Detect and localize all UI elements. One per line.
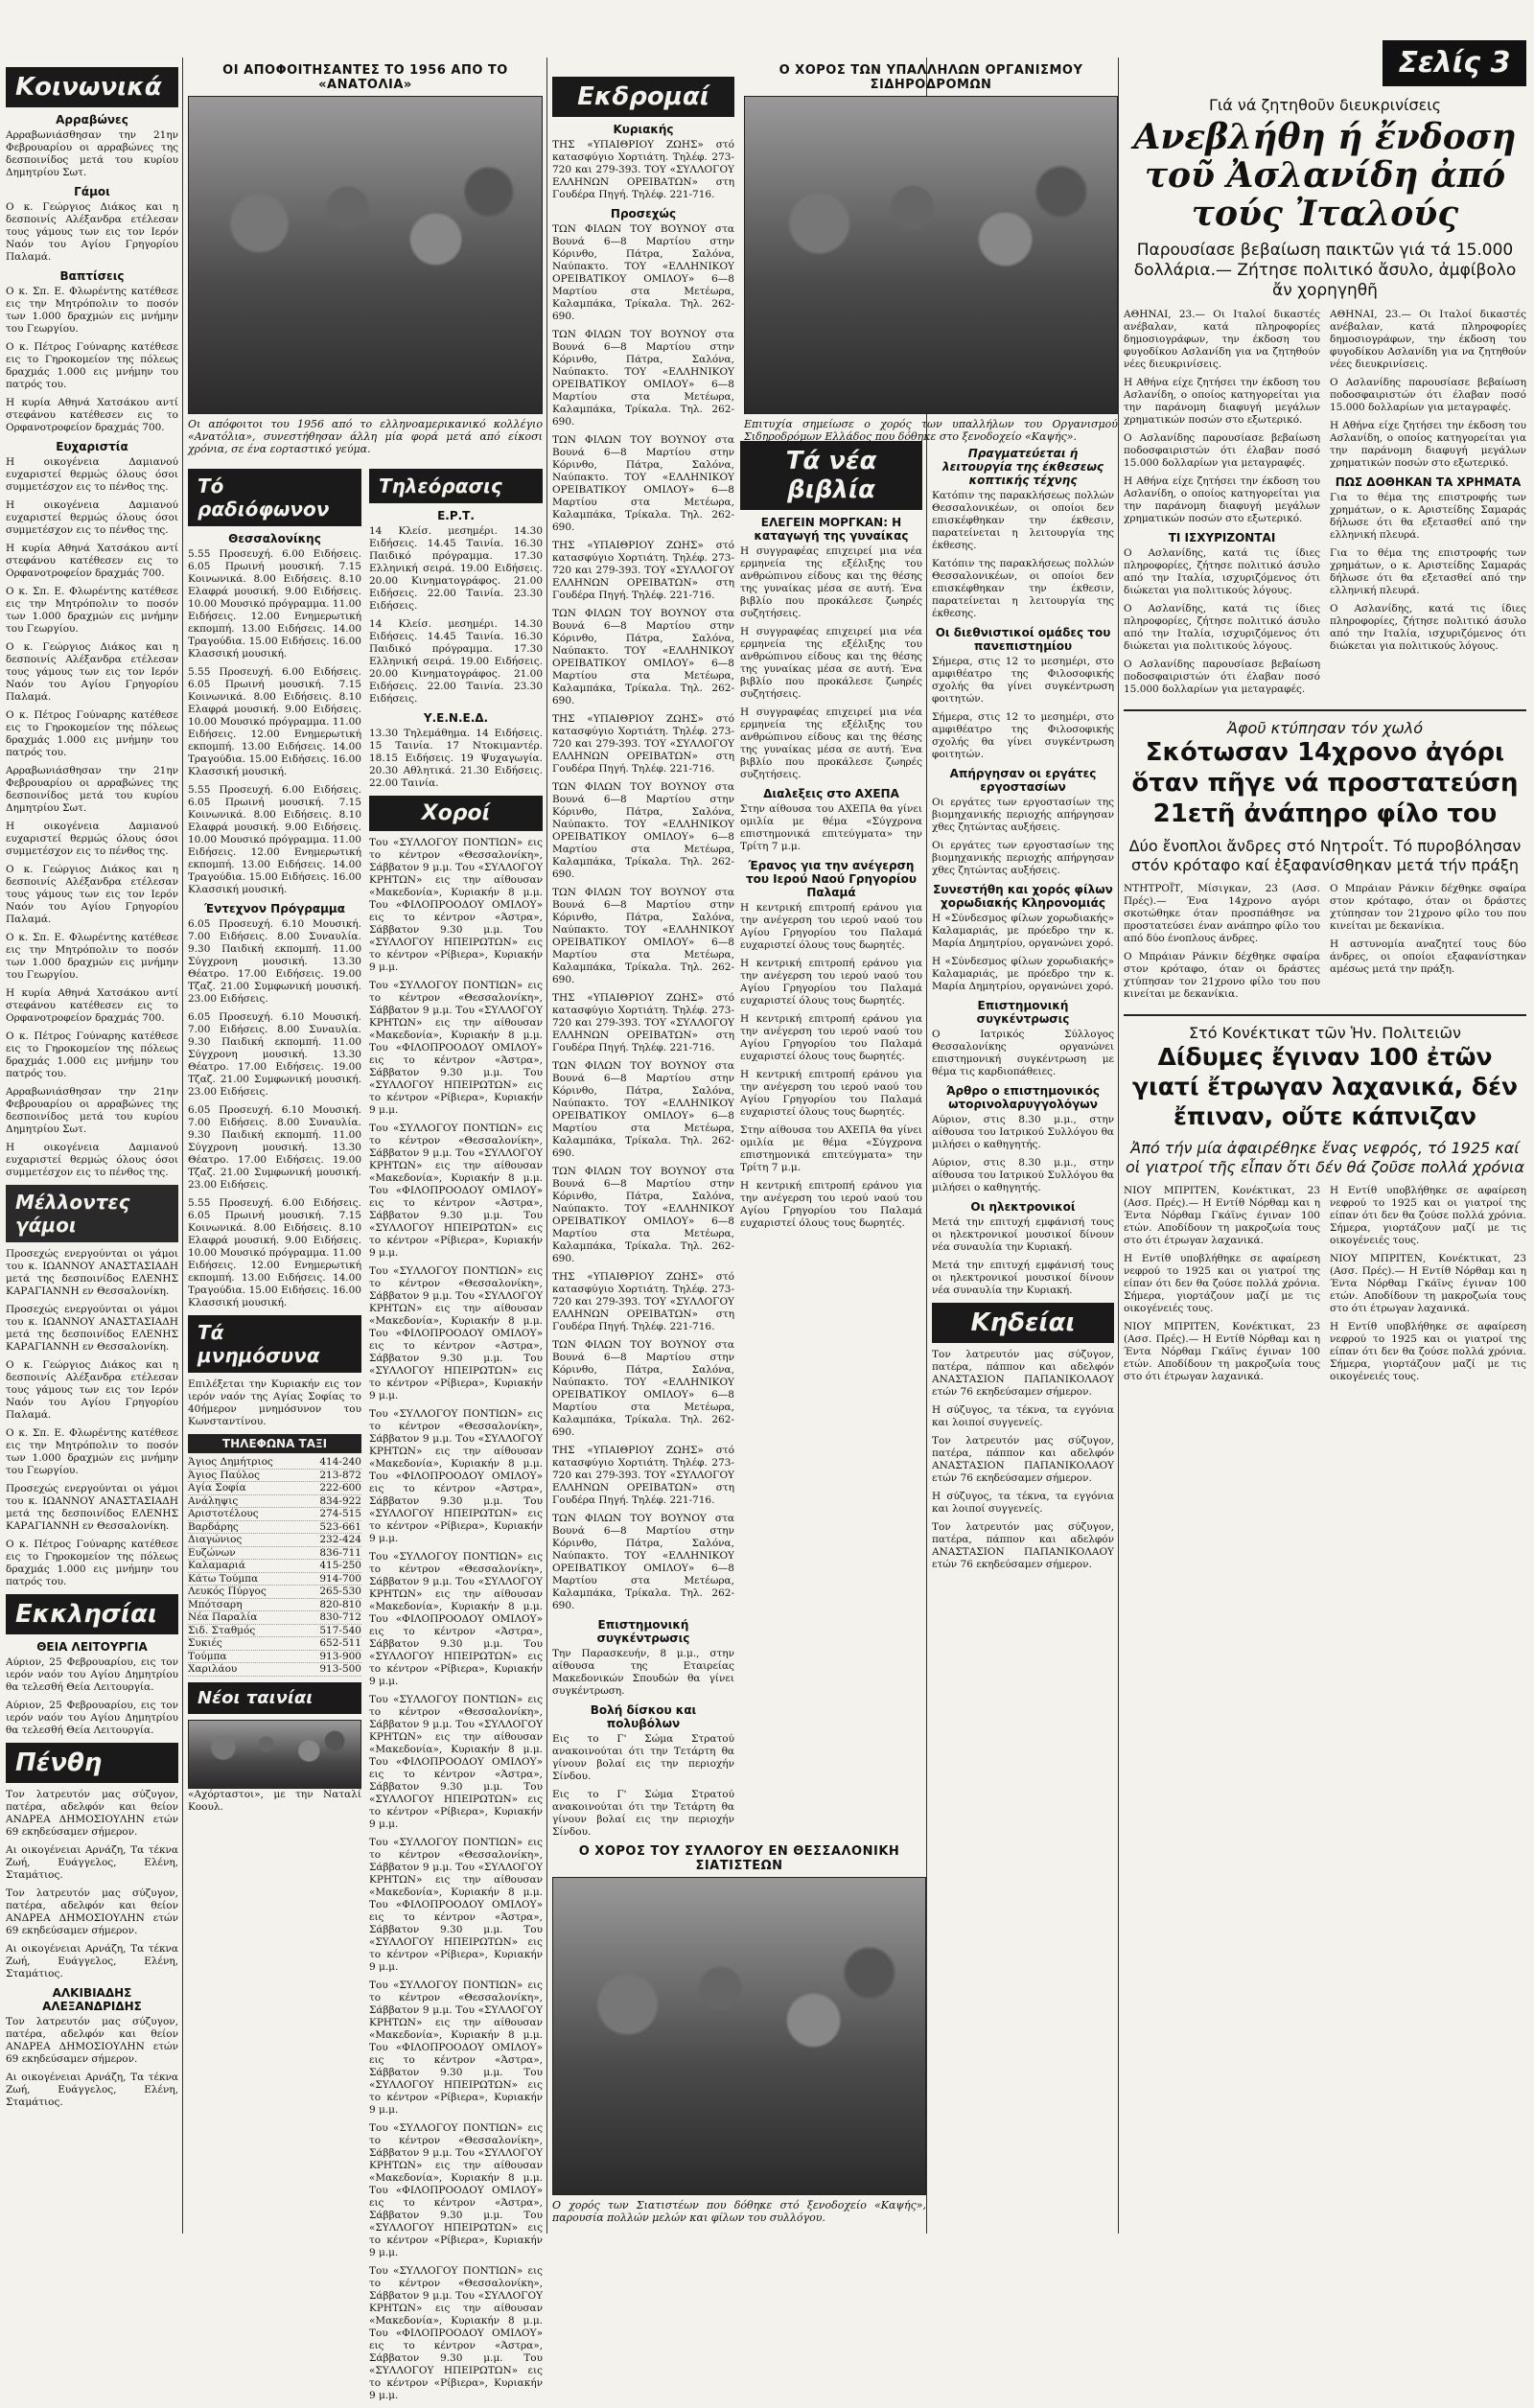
paragraph: Ο κ. Σπ. Ε. Φλωρέντης κατέθεσε εις την Μητρόπολιν το ποσόν των 1.000 δραχμών εις μνήμην του Γεωργίου.	[6, 932, 178, 981]
paragraph: Η Αθήνα είχε ζητήσει την έκδοση του Ασλανίδη, ο οποίος κατηγορείται για την παράνομη διαφυγή μεγάλων χρηματικών ποσών στο εξωτερικό.	[1124, 475, 1320, 524]
paragraph: Αύριον, στις 8.30 μ.μ., στην αίθουσα του Ιατρικού Συλλόγου θα μιλήσει ο καθηγητής.	[932, 1157, 1114, 1193]
paragraph: Σήμερα, στις 12 το μεσημέρι, στο αμφιθέατρο της Φιλοσοφικής σχολής θα γίνει συγκέντρωση φοιτητών.	[932, 711, 1114, 760]
taxi-row	[188, 1586, 361, 1599]
paragraph: ΤΩΝ ΦΙΛΩΝ ΤΟΥ ΒΟΥΝΟΥ στα Βουνά 6—8 Μαρτίου στην Κόρινθο, Πάτρα, Σαλόνα, Ναύπακτο. ΤΟΥ «ΕΛΛΗΝΙΚΟΥ ΟΡΕΙΒΑΤΙΚΟΥ ΟΜΙΛΟΥ» 6—8 Μαρτίου στα Μετέωρα, Καλαμπάκα, Τρίκαλα. Τηλ. 262-690.	[552, 1513, 734, 1611]
paragraph: Η κυρία Αθηνά Χατσάκου αντί στεφάνου κατέθεσεν εις το Ορφανοτροφείον δραχμάς 700.	[6, 987, 178, 1024]
taxi-stand-name: Άγιος Δημήτριος	[188, 1456, 273, 1468]
taxi-row	[188, 1560, 361, 1573]
section-churches-title: Εκκλησίαι	[6, 1594, 178, 1634]
taxi-phone: 913-900	[319, 1650, 361, 1662]
article-col-b	[1330, 309, 1526, 702]
column-rule	[182, 58, 183, 2234]
subheadline: Παρουσίασε βεβαίωση παικτῶν γιά τά 15.000 δολλάρια.— Ζήτησε πολιτικό ἄσυλο, ἀμφίβολο ἄν χορηγηθῆ	[1133, 241, 1517, 300]
paragraph: Η σύζυγος, τα τέκνα, τα εγγόνια και λοιποί συγγενείς.	[932, 1404, 1114, 1428]
paragraph: Προσεχώς ενεργούνται οι γάμοι του κ. ΙΩΑΝΝΟΥ ΑΝΑΣΤΑΣΙΑΔΗ μετά της δεσποινίδος ΕΛΕΝΗΣ ΚΑΡΑΓΙΑΝΝΗ εν Θεσσαλονίκη.	[6, 1483, 178, 1532]
subheading: Θεσσαλονίκης	[228, 532, 321, 545]
paragraph: Η Αθήνα είχε ζητήσει την έκδοση του Ασλανίδη, ο οποίος κατηγορείται για την παράνομη διαφυγή μεγάλων χρηματικών ποσών στο εξωτερικό.	[1330, 420, 1526, 469]
paragraph: ΝΙΟΥ ΜΠΡΙΤΕΝ, Κονέκτικατ, 23 (Ασσ. Πρές).— Η Εντίθ Νόρθαμ και η Έντα Νόρθαμ Γκάϊνς έγιναν 100 ετών. Αποδίδουν τη μακροζωία τους στο ότι έτρωγαν λαχανικά.	[1124, 1185, 1320, 1246]
paragraph: Ο κ. Πέτρος Γούναρης κατέθεσε εις το Γηροκομείον της πόλεως δραχμάς 1.000 εις μνήμην του πατρός του.	[6, 341, 178, 390]
subheading: Έρανος για την ανέγερση του Ιερού Ναού Γρηγορίου Παλαμά	[745, 859, 918, 899]
article-columns	[1124, 309, 1526, 702]
taxi-phone: 274-515	[319, 1508, 361, 1519]
paragraph: Η αστυνομία αναζητεί τους δύο άνδρες, οι οποίοι εξαφανίστηκαν αμέσως μετά την πράξη.	[1330, 938, 1526, 975]
taxi-stand-name: Διαγώνιος	[188, 1534, 243, 1545]
subheading: Επιστημονική συγκέντρωσις	[976, 999, 1070, 1026]
paragraph: Ο κ. Σπ. Ε. Φλωρέντης κατέθεσε εις την Μητρόπολιν το ποσόν των 1.000 δραχμών εις μνήμην του Γεωργίου.	[6, 1427, 178, 1476]
page-number-label: Σελίς 3	[1383, 40, 1526, 86]
paragraph: 6.05 Προσευχή. 6.10 Μουσική. 7.00 Ειδήσεις. 8.00 Συναυλία. 9.30 Παιδική εκπομπή. 11.00 Σύγχρονη μουσική. 13.30 Θέατρο. 17.00 Ειδήσεις. 19.00 Τζαζ. 21.00 Συμφωνική μουσική. 23.00 Ειδήσεις.	[188, 918, 361, 1005]
subheading: Οι ηλεκτρονικοί	[970, 1200, 1076, 1214]
article-columns	[1124, 883, 1526, 1007]
paragraph: Η σύζυγος, τα τέκνα, τα εγγόνια και λοιποί συγγενείς.	[932, 1491, 1114, 1515]
subheading: Κυριακής	[613, 123, 674, 136]
paragraph: Ο κ. Γεώργιος Διάκος και η δεσποινίς Αλέξανδρα ετέλεσαν τους γάμους των εις τον Ιερόν Ναόν του Αγίου Γρηγορίου Παλαμά.	[6, 1359, 178, 1421]
paragraph: Ο Ασλανίδης παρουσίασε βεβαίωση ποδοσφαιριστών ότι έλαβαν ποσό 15.000 δολλαρίων για μεταγραφές.	[1124, 432, 1320, 469]
section-books-title: Τά νέα βιβλία	[740, 441, 922, 510]
column-4b	[932, 441, 1114, 2243]
taxi-stand-name: Καλαμαριά	[188, 1560, 245, 1571]
paragraph: Σήμερα, στις 12 το μεσημέρι, στο αμφιθέατρο της Φιλοσοφικής σχολής θα γίνει συγκέντρωση φοιτητών.	[932, 656, 1114, 705]
paragraph: Ο κ. Πέτρος Γούναρης κατέθεσε εις το Γηροκομείον της πόλεως δραχμάς 1.000 εις μνήμην του πατρός του.	[6, 1030, 178, 1079]
article-col-b	[1330, 883, 1526, 1007]
section-social-title: Κοινωνικά	[6, 67, 178, 107]
taxi-phone: 265-530	[319, 1586, 361, 1597]
paragraph: Η Εντίθ υποβλήθηκε σε αφαίρεση νεφρού το 1925 και οι γιατροί της είπαν ότι δεν θα ζούσε πολλά χρόνια. Σήμερα, γιορτάζουν μαζί με τις οικογένειές τους.	[1124, 1253, 1320, 1314]
paragraph: Ο Ασλανίδης παρουσίασε βεβαίωση ποδοσφαιριστών ότι έλαβαν ποσό 15.000 δολλαρίων για μεταγραφές.	[1330, 377, 1526, 413]
photo-headline: ΟΙ ΑΠΟΦΟΙΤΗΣΑΝΤΕΣ ΤΟ 1956 ΑΠΟ ΤΟ «ΑΝΑΤΟΛΙΑ»	[222, 63, 508, 92]
subheading: ΠΩΣ ΔΟΘΗΚΑΝ ΤΑ ΧΡΗΜΑΤΑ	[1335, 475, 1522, 489]
paragraph: Για το θέμα της επιστροφής των χρημάτων, ο κ. Αριστείδης Σαμαράς δήλωσε ότι θα εξετασθεί από την ελληνική πλευρά.	[1330, 492, 1526, 541]
film-photo	[188, 1720, 361, 1789]
paragraph: Οι εργάτες των εργοστασίων της βιομηχανικής περιοχής απήργησαν χθες ζητώντας αυξήσεις.	[932, 840, 1114, 876]
taxi-stand-name: Ανάληψις	[188, 1494, 239, 1507]
paragraph: Η κεντρική επιτροπή εράνου για την ανέγερση του ιερού ναού του Αγίου Γρηγορίου του Παλαμά ευχαριστεί όλους τους δωρητές.	[740, 902, 922, 951]
column-rule	[546, 58, 547, 2234]
taxi-phone: 415-250	[319, 1560, 361, 1571]
paragraph: Αρραβωνιάσθησαν την 21ην Φεβρουαρίου οι αρραβώνες της δεσποινίδος μετά του κυρίου Δημητρίου Σωτ.	[6, 765, 178, 814]
paragraph: Η «Σύνδεσμος φίλων χορωδιακής» Καλαμαριάς, με πρόεδρο την κ. Μαρία Δημητρίου, οργανώνει χορό.	[932, 956, 1114, 992]
paragraph: Η Εντίθ υποβλήθηκε σε αφαίρεση νεφρού το 1925 και οι γιατροί της είπαν ότι δεν θα ζούσε πολλά χρόνια. Σήμερα, γιορτάζουν μαζί με τις οικογένειές τους.	[1330, 1321, 1526, 1382]
paragraph: Η κεντρική επιτροπή εράνου για την ανέγερση του ιερού ναού του Αγίου Γρηγορίου του Παλαμά ευχαριστεί όλους τους δωρητές.	[740, 1013, 922, 1062]
taxi-stand-name: Βαρδάρης	[188, 1520, 239, 1533]
paragraph: Κατόπιν της παρακλήσεως πολλών Θεσσαλονικέων, οι οποίοι δεν επισκέφθηκαν την έκθεσιν, παρατείνεται η λειτουργία της έκθεσης.	[932, 490, 1114, 551]
paragraph: Ο Ασλανίδης παρουσίασε βεβαίωση ποδοσφαιριστών ότι έλαβαν ποσό 15.000 δολλαρίων για μεταγραφές.	[1124, 659, 1320, 695]
paragraph: Αρραβωνιάσθησαν την 21ην Φεβρουαρίου οι αρραβώνες της δεσποινίδος μετά του κυρίου Δημητρίου Σωτ.	[6, 129, 178, 178]
subheading: Συνεστήθη και χορός φίλων χορωδιακής Κληρονομιάς	[933, 883, 1113, 910]
paragraph: Η συγγραφέας επιχειρεί μια νέα ερμηνεία της εξέλιξης του ανθρώπινου είδους και της θέσης της γυναίκας μέσα σε αυτή. Ένα βιβλίο που προκάλεσε ζωηρές συζητήσεις.	[740, 626, 922, 700]
paragraph: Η οικογένεια Δαμιανού ευχαριστεί θερμώς όλους όσοι συμμετέσχον εις το πένθος της.	[6, 456, 178, 493]
section-dances-title: Χοροί	[369, 796, 543, 831]
paragraph: Αι οικογένειαι Αρνάζη, Τα τέκνα Ζωή, Ευάγγελος, Ελένη, Σταμάτιος.	[6, 2072, 178, 2108]
photo-caption: Επιτυχία σημείωσε ο χορός των υπαλλήλων του Οργανισμού Σιδηροδρόμων Ελλάδος που δόθηκε στο ξενοδοχείο «Καψής».	[744, 418, 1118, 443]
paragraph: Η συγγραφέας επιχειρεί μια νέα ερμηνεία της εξέλιξης του ανθρώπινου είδους και της θέσης της γυναίκας μέσα σε αυτή. Ένα βιβλίο που προκάλεσε ζωηρές συζητήσεις.	[740, 706, 922, 780]
subheading: Απήργησαν οι εργάτες εργοστασίων	[949, 767, 1097, 794]
subheading: Υ.Ε.Ν.Ε.Δ.	[423, 711, 489, 725]
paragraph: Εις το Γ' Σώμα Στρατού ανακοινούται ότι την Τετάρτη θα γίνουν βολαί εις την περιοχήν Σίνδου.	[552, 1733, 734, 1782]
column-1	[6, 0, 178, 2243]
paragraph: Του «ΣΥΛΛΟΓΟΥ ΠΟΝΤΙΩΝ» εις το κέντρον «Θεσσαλονίκη», Σάββατον 9 μ.μ. Του «ΣΥΛΛΟΓΟΥ ΚΡΗΤΩΝ» εις την αίθουσαν «Μακεδονία», Κυριακήν 8 μ.μ. Του «ΦΙΛΟΠΡΟΟΔΟΥ ΟΜΙΛΟΥ» εις το κέντρον «Άστρα», Σάββατον 9.30 μ.μ. Του «ΣΥΛΛΟΓΟΥ ΗΠΕΙΡΩΤΩΝ» εις το κέντρον «Ρίβιερα», Κυριακήν 9 μ.μ.	[369, 1551, 543, 1687]
subheading: Έντεχνον Πρόγραμμα	[204, 902, 345, 915]
paragraph: Οι εργάτες των εργοστασίων της βιομηχανικής περιοχής απήργησαν χθες ζητώντας αυξήσεις.	[932, 797, 1114, 833]
paragraph: ΤΩΝ ΦΙΛΩΝ ΤΟΥ ΒΟΥΝΟΥ στα Βουνά 6—8 Μαρτίου στην Κόρινθο, Πάτρα, Σαλόνα, Ναύπακτο. ΤΟΥ «ΕΛΛΗΝΙΚΟΥ ΟΡΕΙΒΑΤΙΚΟΥ ΟΜΙΛΟΥ» 6—8 Μαρτίου στα Μετέωρα, Καλαμπάκα, Τρίκαλα. Τηλ. 262-690.	[552, 887, 734, 985]
paragraph: Του «ΣΥΛΛΟΓΟΥ ΠΟΝΤΙΩΝ» εις το κέντρον «Θεσσαλονίκη», Σάββατον 9 μ.μ. Του «ΣΥΛΛΟΓΟΥ ΚΡΗΤΩΝ» εις την αίθουσαν «Μακεδονία», Κυριακήν 8 μ.μ. Του «ΦΙΛΟΠΡΟΟΔΟΥ ΟΜΙΛΟΥ» εις το κέντρον «Άστρα», Σάββατον 9.30 μ.μ. Του «ΣΥΛΛΟΓΟΥ ΗΠΕΙΡΩΤΩΝ» εις το κέντρον «Ρίβιερα», Κυριακήν 9 μ.μ.	[369, 1837, 543, 1973]
paragraph: Επιλέξεται την Κυριακήν εις τον ιερόν ναόν της Αγίας Σοφίας το 40ήμερον μνημόσυνον του Κωνσταντίνου.	[188, 1378, 361, 1427]
taxi-row	[188, 1651, 361, 1664]
taxi-phone: 836-711	[319, 1546, 361, 1559]
headline: Σκότωσαν 14χρονο ἀγόρι ὅταν πῆγε νά προστατεύση 21ετῆ ἀνάπηρο φίλο του	[1131, 738, 1519, 828]
paragraph: Αι οικογένειαι Αρνάζη, Τα τέκνα Ζωή, Ευάγγελος, Ελένη, Σταμάτιος.	[6, 1844, 178, 1881]
taxi-phone: 213-872	[319, 1469, 361, 1481]
paragraph: ΤΩΝ ΦΙΛΩΝ ΤΟΥ ΒΟΥΝΟΥ στα Βουνά 6—8 Μαρτίου στην Κόρινθο, Πάτρα, Σαλόνα, Ναύπακτο. ΤΟΥ «ΕΛΛΗΝΙΚΟΥ ΟΡΕΙΒΑΤΙΚΟΥ ΟΜΙΛΟΥ» 6—8 Μαρτίου στα Μετέωρα, Καλαμπάκα, Τρίκαλα. Τηλ. 262-690.	[552, 329, 734, 428]
paragraph: Τον λατρευτόν μας σύζυγον, πατέρα, αδελφόν και θείον ΑΝΔΡΕΑ ΔΗΜΟΣΙΟΥΛΗΝ ετών 69 εκηδεύσαμεν σήμερον.	[6, 1789, 178, 1838]
photo-caption: Ο χορός των Σιατιστέων που δόθηκε στό ξενοδοχείο «Καψής», παρουσία πολλών μελών και φίλων του συλλόγου.	[552, 2199, 926, 2224]
taxi-row	[188, 1508, 361, 1521]
paragraph: Κατόπιν της παρακλήσεως πολλών Θεσσαλονικέων, οι οποίοι δεν επισκέφθηκαν την έκθεσιν, παρατείνεται η λειτουργία της έκθεσης.	[932, 558, 1114, 619]
section-weddings-title: Μέλλοντες γάμοι	[6, 1185, 178, 1242]
paragraph: Η Εντίθ υποβλήθηκε σε αφαίρεση νεφρού το 1925 και οι γιατροί της είπαν ότι δεν θα ζούσε πολλά χρόνια. Σήμερα, γιορτάζουν μαζί με τις οικογένειές τους.	[1330, 1185, 1526, 1246]
paragraph: ΤΩΝ ΦΙΛΩΝ ΤΟΥ ΒΟΥΝΟΥ στα Βουνά 6—8 Μαρτίου στην Κόρινθο, Πάτρα, Σαλόνα, Ναύπακτο. ΤΟΥ «ΕΛΛΗΝΙΚΟΥ ΟΡΕΙΒΑΤΙΚΟΥ ΟΜΙΛΟΥ» 6—8 Μαρτίου στα Μετέωρα, Καλαμπάκα, Τρίκαλα. Τηλ. 262-690.	[552, 1339, 734, 1438]
photo-caption: Οι απόφοιτοι του 1956 από το ελληνοαμερικανικό κολλέγιο «Ανατόλια», συνεστήθησαν άλλη μία φορά μετά από είκοσι χρόνια, σε ένα εορταστικό γεύμα.	[188, 418, 543, 455]
taxi-table-title: ΤΗΛΕΦΩΝΑ ΤΑΞΙ	[188, 1434, 361, 1453]
subheading: ΘΕΙΑ ΛΕΙΤΟΥΡΓΙΑ	[36, 1640, 148, 1654]
taxi-row	[188, 1482, 361, 1495]
taxi-row	[188, 1456, 361, 1470]
taxi-stand-name: Χαριλάου	[188, 1663, 238, 1675]
section-memorial-title: Τά μνημόσυνα	[188, 1315, 361, 1373]
taxi-phone: 820-810	[319, 1598, 361, 1610]
paragraph: «Αχόρταστοι», με την Ναταλί Κοουλ.	[188, 1788, 361, 1813]
paragraph: Τον λατρευτόν μας σύζυγον, πατέρα, πάππον και αδελφόν ΑΝΑΣΤΑΣΙΟΝ ΠΑΠΑΝΙΚΟΛΑΟΥ ετών 76 εκηδεύσαμεν σήμερον.	[932, 1349, 1114, 1398]
taxi-stand-name: Σιδ. Σταθμός	[188, 1624, 256, 1636]
paragraph: Προσεχώς ενεργούνται οι γάμοι του κ. ΙΩΑΝΝΟΥ ΑΝΑΣΤΑΣΙΑΔΗ μετά της δεσποινίδος ΕΛΕΝΗΣ ΚΑΡΑΓΙΑΝΝΗ εν Θεσσαλονίκη.	[6, 1304, 178, 1353]
subheading: ΑΛΚΙΒΙΑΔΗΣ ΑΛΕΞΑΝΔΡΙΔΗΣ	[42, 1986, 142, 2013]
subheading: Ευχαριστία	[56, 440, 128, 453]
paragraph: ΝΙΟΥ ΜΠΡΙΤΕΝ, Κονέκτικατ, 23 (Ασσ. Πρές).— Η Εντίθ Νόρθαμ και η Έντα Νόρθαμ Γκάϊνς έγιναν 100 ετών. Αποδίδουν τη μακροζωία τους στο ότι έτρωγαν λαχανικά.	[1124, 1321, 1320, 1382]
paragraph: Τον λατρευτόν μας σύζυγον, πατέρα, αδελφόν και θείον ΑΝΔΡΕΑ ΔΗΜΟΣΙΟΥΛΗΝ ετών 69 εκηδεύσαμεν σήμερον.	[6, 1887, 178, 1936]
taxi-stand-name: Αγία Σοφία	[188, 1482, 246, 1493]
paragraph: Ο κ. Σπ. Ε. Φλωρέντης κατέθεσε εις την Μητρόπολιν το ποσόν των 1.000 δραχμών εις μνήμην του Γεωργίου.	[6, 586, 178, 635]
paragraph: Η κεντρική επιτροπή εράνου για την ανέγερση του ιερού ναού του Αγίου Γρηγορίου του Παλαμά ευχαριστεί όλους τους δωρητές.	[740, 1069, 922, 1118]
taxi-phone: 652-511	[319, 1637, 361, 1649]
paragraph: ΤΩΝ ΦΙΛΩΝ ΤΟΥ ΒΟΥΝΟΥ στα Βουνά 6—8 Μαρτίου στην Κόρινθο, Πάτρα, Σαλόνα, Ναύπακτο. ΤΟΥ «ΕΛΛΗΝΙΚΟΥ ΟΡΕΙΒΑΤΙΚΟΥ ΟΜΙΛΟΥ» 6—8 Μαρτίου στα Μετέωρα, Καλαμπάκα, Τρίκαλα. Τηλ. 262-690.	[552, 781, 734, 880]
railway-dance-photo	[744, 96, 1118, 414]
paragraph: ΝΤΗΤΡΟΪΤ, Μίσιγκαν, 23 (Ασσ. Πρές).— Ένα 14χρονο αγόρι σκοτώθηκε όταν προσπάθησε να προστατεύσει έναν ανάπηρο φίλο του από δύο ένοπλους άνδρες.	[1124, 883, 1320, 944]
paragraph: Αι οικογένειαι Αρνάζη, Τα τέκνα Ζωή, Ευάγγελος, Ελένη, Σταμάτιος.	[6, 1943, 178, 1980]
divider	[1124, 709, 1526, 711]
paragraph: Η Αθήνα είχε ζητήσει την έκδοση του Ασλανίδη, ο οποίος κατηγορείται για την παράνομη διαφυγή μεγάλων χρηματικών ποσών στο εξωτερικό.	[1124, 377, 1320, 426]
taxi-stand-name: Άγιος Παύλος	[188, 1469, 261, 1481]
paragraph: Του «ΣΥΛΛΟΓΟΥ ΠΟΝΤΙΩΝ» εις το κέντρον «Θεσσαλονίκη», Σάββατον 9 μ.μ. Του «ΣΥΛΛΟΓΟΥ ΚΡΗΤΩΝ» εις την αίθουσαν «Μακεδονία», Κυριακήν 8 μ.μ. Του «ΦΙΛΟΠΡΟΟΔΟΥ ΟΜΙΛΟΥ» εις το κέντρον «Άστρα», Σάββατον 9.30 μ.μ. Του «ΣΥΛΛΟΓΟΥ ΗΠΕΙΡΩΤΩΝ» εις το κέντρον «Ρίβιερα», Κυριακήν 9 μ.μ.	[369, 837, 543, 973]
paragraph: Του «ΣΥΛΛΟΓΟΥ ΠΟΝΤΙΩΝ» εις το κέντρον «Θεσσαλονίκη», Σάββατον 9 μ.μ. Του «ΣΥΛΛΟΓΟΥ ΚΡΗΤΩΝ» εις την αίθουσαν «Μακεδονία», Κυριακήν 8 μ.μ. Του «ΦΙΛΟΠΡΟΟΔΟΥ ΟΜΙΛΟΥ» εις το κέντρον «Άστρα», Σάββατον 9.30 μ.μ. Του «ΣΥΛΛΟΓΟΥ ΗΠΕΙΡΩΤΩΝ» εις το κέντρον «Ρίβιερα», Κυριακήν 9 μ.μ.	[369, 1694, 543, 1830]
paragraph: ΤΩΝ ΦΙΛΩΝ ΤΟΥ ΒΟΥΝΟΥ στα Βουνά 6—8 Μαρτίου στην Κόρινθο, Πάτρα, Σαλόνα, Ναύπακτο. ΤΟΥ «ΕΛΛΗΝΙΚΟΥ ΟΡΕΙΒΑΤΙΚΟΥ ΟΜΙΛΟΥ» 6—8 Μαρτίου στα Μετέωρα, Καλαμπάκα, Τρίκαλα. Τηλ. 262-690.	[552, 1166, 734, 1264]
column-rule	[1118, 58, 1119, 2234]
paragraph: Την Παρασκευήν, 8 μ.μ., στην αίθουσα της Εταιρείας Μακεδονικών Σπουδών θα γίνει συγκέντρωση.	[552, 1648, 734, 1697]
paragraph: Ο κ. Γεώργιος Διάκος και η δεσποινίς Αλέξανδρα ετέλεσαν τους γάμους των εις τον Ιερόν Ναόν του Αγίου Γρηγορίου Παλαμά.	[6, 641, 178, 703]
subheading: Επιστημονική συγκέντρωσις	[596, 1618, 690, 1645]
radio-tv-row	[188, 463, 543, 2408]
divider	[1124, 1014, 1526, 1016]
subheading: Διαλεξεις στο ΑΧΕΠΑ	[763, 787, 899, 800]
column-5	[1124, 96, 1526, 2243]
photo-headline: Ο ΧΟΡΟΣ ΤΟΥ ΣΥΛΛΟΓΟΥ ΕΝ ΘΕΣΣΑΛΟΝΙΚΗ ΣΙΑΤΙΣΤΕΩΝ	[578, 1844, 900, 1873]
paragraph: Του «ΣΥΛΛΟΓΟΥ ΠΟΝΤΙΩΝ» εις το κέντρον «Θεσσαλονίκη», Σάββατον 9 μ.μ. Του «ΣΥΛΛΟΓΟΥ ΚΡΗΤΩΝ» εις την αίθουσαν «Μακεδονία», Κυριακήν 8 μ.μ. Του «ΦΙΛΟΠΡΟΟΔΟΥ ΟΜΙΛΟΥ» εις το κέντρον «Άστρα», Σάββατον 9.30 μ.μ. Του «ΣΥΛΛΟΓΟΥ ΗΠΕΙΡΩΤΩΝ» εις το κέντρον «Ρίβιερα», Κυριακήν 9 μ.μ.	[369, 2122, 543, 2258]
kicker: Στό Κονέκτικατ τῶν Ἡν. Πολιτειῶν	[1189, 1024, 1461, 1042]
subheading: ΤΙ ΙΣΧΥΡΙΖΟΝΤΑΙ	[1168, 531, 1276, 544]
graduates-photo	[188, 96, 543, 414]
paragraph: 5.55 Προσευχή. 6.00 Ειδήσεις. 6.05 Πρωινή μουσική. 7.15 Κοινωνικά. 8.00 Ειδήσεις. 8.10 Ελαφρά μουσική. 9.00 Ειδήσεις. 10.00 Μουσικό πρόγραμμα. 11.00 Ειδήσεις. 12.00 Ενημερωτική εκπομπή. 13.00 Ειδήσεις. 14.00 Τραγούδια. 15.00 Ειδήσεις. 16.00 Κλασσική μουσική.	[188, 784, 361, 895]
taxi-phone: 517-540	[319, 1624, 361, 1636]
taxi-stand-name: Λευκός Πύργος	[188, 1586, 267, 1597]
paragraph: Η «Σύνδεσμος φίλων χορωδιακής» Καλαμαριάς, με πρόεδρο την κ. Μαρία Δημητρίου, οργανώνει χορό.	[932, 913, 1114, 949]
taxi-row	[188, 1663, 361, 1677]
paragraph: Ο κ. Γεώργιος Διάκος και η δεσποινίς Αλέξανδρα ετέλεσαν τους γάμους των εις τον Ιερόν Ναόν του Αγίου Γρηγορίου Παλαμά.	[6, 201, 178, 263]
section-excursions-title: Εκδρομαί	[552, 77, 734, 117]
paragraph: Ο Ασλανίδης, κατά τις ίδιες πληροφορίες, ζήτησε πολιτικό άσυλο από την Ιταλία, ισχυριζόμενος ότι διώκεται για πολιτικούς λόγους.	[1124, 603, 1320, 652]
taxi-phone: 222-600	[319, 1482, 361, 1493]
paragraph: ΤΗΣ «ΥΠΑΙΘΡΙΟΥ ΖΩΗΣ» στό κατασφύγιο Χορτιάτη. Τηλέφ. 273-720 και 279-393. ΤΟΥ «ΣΥΛΛΟΓΟΥ ΕΛΛΗΝΩΝ ΟΡΕΙΒΑΤΩΝ» στη Γουδέρα Πηγή. Τηλέφ. 221-716.	[552, 1271, 734, 1332]
paragraph: 6.05 Προσευχή. 6.10 Μουσική. 7.00 Ειδήσεις. 8.00 Συναυλία. 9.30 Παιδική εκπομπή. 11.00 Σύγχρονη μουσική. 13.30 Θέατρο. 17.00 Ειδήσεις. 19.00 Τζαζ. 21.00 Συμφωνική μουσική. 23.00 Ειδήσεις.	[188, 1011, 361, 1098]
subheading: Προσεχώς	[610, 207, 677, 220]
kicker: Ἀφοῦ κτύπησαν τόν χωλό	[1226, 719, 1423, 737]
taxi-phone: 834-922	[319, 1494, 361, 1507]
paragraph: 14 Κλείσ. μεσημέρι. 14.30 Ειδήσεις. 14.45 Ταινία. 16.30 Παιδικό πρόγραμμα. 17.30 Ελληνική σειρά. 19.00 Ειδήσεις. 20.00 Κινηματογράφος. 21.00 Ειδήσεις. 22.00 Ταινία. 23.30 Ειδήσεις.	[369, 525, 543, 612]
paragraph: 5.55 Προσευχή. 6.00 Ειδήσεις. 6.05 Πρωινή μουσική. 7.15 Κοινωνικά. 8.00 Ειδήσεις. 8.10 Ελαφρά μουσική. 9.00 Ειδήσεις. 10.00 Μουσικό πρόγραμμα. 11.00 Ειδήσεις. 12.00 Ενημερωτική εκπομπή. 13.00 Ειδήσεις. 14.00 Τραγούδια. 15.00 Ειδήσεις. 16.00 Κλασσική μουσική.	[188, 1197, 361, 1308]
subheadline: Δύο ἔνοπλοι ἄνδρες στό Νητροΐτ. Τό πυροβόλησαν στόν κρόταφο καί ἐξαφανίσθηκαν μετά τήν πράξη	[1128, 837, 1522, 874]
article-col-a	[1124, 883, 1320, 1007]
paragraph: Του «ΣΥΛΛΟΓΟΥ ΠΟΝΤΙΩΝ» εις το κέντρον «Θεσσαλονίκη», Σάββατον 9 μ.μ. Του «ΣΥΛΛΟΓΟΥ ΚΡΗΤΩΝ» εις την αίθουσαν «Μακεδονία», Κυριακήν 8 μ.μ. Του «ΦΙΛΟΠΡΟΟΔΟΥ ΟΜΙΛΟΥ» εις το κέντρον «Άστρα», Σάββατον 9.30 μ.μ. Του «ΣΥΛΛΟΓΟΥ ΗΠΕΙΡΩΤΩΝ» εις το κέντρον «Ρίβιερα», Κυριακήν 9 μ.μ.	[369, 1980, 543, 2116]
taxi-phone: 830-712	[319, 1611, 361, 1623]
paragraph: ΤΗΣ «ΥΠΑΙΘΡΙΟΥ ΖΩΗΣ» στό κατασφύγιο Χορτιάτη. Τηλέφ. 273-720 και 279-393. ΤΟΥ «ΣΥΛΛΟΓΟΥ ΕΛΛΗΝΩΝ ΟΡΕΙΒΑΤΩΝ» στη Γουδέρα Πηγή. Τηλέφ. 221-716.	[552, 139, 734, 200]
subheading: Άρθρο ο επιστημονικός ωτορινολαρυγγολόγων	[945, 1084, 1101, 1111]
paragraph: Ο Ιατρικός Σύλλογος Θεσσαλονίκης οργανώνει επιστημονική συγκέντρωση με θέμα τις καρδιοπάθειες.	[932, 1029, 1114, 1077]
subheading: Γάμοι	[74, 185, 110, 198]
taxi-stand-name: Κάτω Τούμπα	[188, 1572, 259, 1585]
taxi-stand-name: Συκιές	[188, 1637, 222, 1649]
subheading: Οι διεθνιστικοί ομάδες του πανεπιστημίου	[935, 626, 1111, 653]
article-col-b	[1330, 1185, 1526, 1389]
column-2	[188, 0, 543, 2401]
paragraph: 14 Κλείσ. μεσημέρι. 14.30 Ειδήσεις. 14.45 Ταινία. 16.30 Παιδικό πρόγραμμα. 17.30 Ελληνική σειρά. 19.00 Ειδήσεις. 20.00 Κινηματογράφος. 21.00 Ειδήσεις. 22.00 Ταινία. 23.30 Ειδήσεις.	[369, 618, 543, 705]
paragraph: ΤΗΣ «ΥΠΑΙΘΡΙΟΥ ΖΩΗΣ» στό κατασφύγιο Χορτιάτη. Τηλέφ. 273-720 και 279-393. ΤΟΥ «ΣΥΛΛΟΓΟΥ ΕΛΛΗΝΩΝ ΟΡΕΙΒΑΤΩΝ» στη Γουδέρα Πηγή. Τηλέφ. 221-716.	[552, 540, 734, 601]
section-funerals-title: Κηδείαι	[932, 1303, 1114, 1343]
paragraph: Ο Ασλανίδης, κατά τις ίδιες πληροφορίες, ζήτησε πολιτικό άσυλο από την Ιταλία, ισχυριζόμενος ότι διώκεται για πολιτικούς λόγους.	[1124, 547, 1320, 596]
paragraph: Για το θέμα της επιστροφής των χρημάτων, ο κ. Αριστείδης Σαμαράς δήλωσε ότι θα εξετασθεί από την ελληνική πλευρά.	[1330, 547, 1526, 596]
section-new-films-title: Νέοι ταινίαι	[188, 1682, 361, 1714]
taxi-phone: 232-424	[319, 1534, 361, 1545]
headline: Ανεβλήθη ή ἔνδοση τοῦ Ἀσλανίδη ἀπό τούς Ἰταλούς	[1133, 117, 1517, 234]
paragraph: Στην αίθουσα του ΑΧΕΠΑ θα γίνει ομιλία με θέμα «Σύγχρονα επιστημονικά επιτεύγματα» την Τρίτη 7 μ.μ.	[740, 1124, 922, 1173]
paragraph: Προσεχώς ενεργούνται οι γάμοι του κ. ΙΩΑΝΝΟΥ ΑΝΑΣΤΑΣΙΑΔΗ μετά της δεσποινίδος ΕΛΕΝΗΣ ΚΑΡΑΓΙΑΝΝΗ εν Θεσσαλονίκη.	[6, 1248, 178, 1297]
taxi-row	[188, 1611, 361, 1625]
paragraph: ΤΩΝ ΦΙΛΩΝ ΤΟΥ ΒΟΥΝΟΥ στα Βουνά 6—8 Μαρτίου στην Κόρινθο, Πάτρα, Σαλόνα, Ναύπακτο. ΤΟΥ «ΕΛΛΗΝΙΚΟΥ ΟΡΕΙΒΑΤΙΚΟΥ ΟΜΙΛΟΥ» 6—8 Μαρτίου στα Μετέωρα, Καλαμπάκα, Τρίκαλα. Τηλ. 262-690.	[552, 608, 734, 706]
taxi-row	[188, 1470, 361, 1483]
paragraph: Τον λατρευτόν μας σύζυγον, πατέρα, πάππον και αδελφόν ΑΝΑΣΤΑΣΙΟΝ ΠΑΠΑΝΙΚΟΛΑΟΥ ετών 76 εκηδεύσαμεν σήμερον.	[932, 1435, 1114, 1484]
paragraph: Τον λατρευτόν μας σύζυγον, πατέρα, αδελφόν και θείον ΑΝΔΡΕΑ ΔΗΜΟΣΙΟΥΛΗΝ ετών 69 εκηδεύσαμεν σήμερον.	[6, 2016, 178, 2065]
paragraph: Η κυρία Αθηνά Χατσάκου αντί στεφάνου κατέθεσεν εις το Ορφανοτροφείον δραχμάς 700.	[6, 397, 178, 433]
paragraph: Ο κ. Γεώργιος Διάκος και η δεσποινίς Αλέξανδρα ετέλεσαν τους γάμους των εις τον Ιερόν Ναόν του Αγίου Γρηγορίου Παλαμά.	[6, 864, 178, 925]
paragraph: Ο κ. Σπ. Ε. Φλωρέντης κατέθεσε εις την Μητρόπολιν το ποσόν των 1.000 δραχμών εις μνήμην του Γεωργίου.	[6, 286, 178, 335]
taxi-stand-name: Μπότσαρη	[188, 1598, 243, 1610]
taxi-phone: 414-240	[319, 1456, 361, 1468]
paragraph: Τον λατρευτόν μας σύζυγον, πατέρα, πάππον και αδελφόν ΑΝΑΣΤΑΣΙΟΝ ΠΑΠΑΝΙΚΟΛΑΟΥ ετών 76 εκηδεύσαμεν σήμερον.	[932, 1521, 1114, 1570]
paragraph: Μετά την επιτυχή εμφάνισή τους οι ηλεκτρονικοί μουσικοί δίνουν νέα συναυλία την Κυριακή.	[932, 1216, 1114, 1253]
taxi-row	[188, 1637, 361, 1651]
paragraph: Εις το Γ' Σώμα Στρατού ανακοινούται ότι την Τετάρτη θα γίνουν βολαί εις την περιοχήν Σίνδου.	[552, 1789, 734, 1838]
section-radio-title: Τό ραδιόφωνον	[188, 469, 361, 526]
paragraph: 5.55 Προσευχή. 6.00 Ειδήσεις. 6.05 Πρωινή μουσική. 7.15 Κοινωνικά. 8.00 Ειδήσεις. 8.10 Ελαφρά μουσική. 9.00 Ειδήσεις. 10.00 Μουσικό πρόγραμμα. 11.00 Ειδήσεις. 12.00 Ενημερωτική εκπομπή. 13.00 Ειδήσεις. 14.00 Τραγούδια. 15.00 Ειδήσεις. 16.00 Κλασσική μουσική.	[188, 548, 361, 660]
subheading: Ε.Ρ.Τ.	[437, 509, 475, 522]
headline: Δίδυμες ἔγιναν 100 ἐτῶν γιατί ἔτρωγαν λαχανικά, δέν ἔπιναν, οὔτε κάπνιζαν	[1131, 1043, 1519, 1130]
section-tv-title: Τηλεόρασις	[369, 469, 543, 503]
paragraph: Αύριον, 25 Φεβρουαρίου, εις τον ιερόν ναόν του Αγίου Δημητρίου θα τελεσθή Θεία Λειτουργία.	[6, 1700, 178, 1736]
paragraph: Η συγγραφέας επιχειρεί μια νέα ερμηνεία της εξέλιξης του ανθρώπινου είδους και της θέσης της γυναίκας μέσα σε αυτή. Ένα βιβλίο που προκάλεσε ζωηρές συζητήσεις.	[740, 545, 922, 619]
paragraph: Του «ΣΥΛΛΟΓΟΥ ΠΟΝΤΙΩΝ» εις το κέντρον «Θεσσαλονίκη», Σάββατον 9 μ.μ. Του «ΣΥΛΛΟΓΟΥ ΚΡΗΤΩΝ» εις την αίθουσαν «Μακεδονία», Κυριακήν 8 μ.μ. Του «ΦΙΛΟΠΡΟΟΔΟΥ ΟΜΙΛΟΥ» εις το κέντρον «Άστρα», Σάββατον 9.30 μ.μ. Του «ΣΥΛΛΟΓΟΥ ΗΠΕΙΡΩΤΩΝ» εις το κέντρον «Ρίβιερα», Κυριακήν 9 μ.μ.	[369, 1265, 543, 1401]
paragraph: ΤΗΣ «ΥΠΑΙΘΡΙΟΥ ΖΩΗΣ» στό κατασφύγιο Χορτιάτη. Τηλέφ. 273-720 και 279-393. ΤΟΥ «ΣΥΛΛΟΓΟΥ ΕΛΛΗΝΩΝ ΟΡΕΙΒΑΤΩΝ» στη Γουδέρα Πηγή. Τηλέφ. 221-716.	[552, 713, 734, 775]
taxi-stand-name: Αριστοτέλους	[188, 1508, 259, 1519]
paragraph: Η οικογένεια Δαμιανού ευχαριστεί θερμώς όλους όσοι συμμετέσχον εις το πένθος της.	[6, 821, 178, 857]
paragraph: ΤΗΣ «ΥΠΑΙΘΡΙΟΥ ΖΩΗΣ» στό κατασφύγιο Χορτιάτη. Τηλέφ. 273-720 και 279-393. ΤΟΥ «ΣΥΛΛΟΓΟΥ ΕΛΛΗΝΩΝ ΟΡΕΙΒΑΤΩΝ» στη Γουδέρα Πηγή. Τηλέφ. 221-716.	[552, 1445, 734, 1506]
paragraph: ΤΩΝ ΦΙΛΩΝ ΤΟΥ ΒΟΥΝΟΥ στα Βουνά 6—8 Μαρτίου στην Κόρινθο, Πάτρα, Σαλόνα, Ναύπακτο. ΤΟΥ «ΕΛΛΗΝΙΚΟΥ ΟΡΕΙΒΑΤΙΚΟΥ ΟΜΙΛΟΥ» 6—8 Μαρτίου στα Μετέωρα, Καλαμπάκα, Τρίκαλα. Τηλ. 262-690.	[552, 434, 734, 533]
taxi-row	[188, 1573, 361, 1586]
article-col-a	[1124, 1185, 1320, 1389]
tv-column	[369, 463, 543, 2408]
paragraph: 13.30 Τηλεμάθημα. 14 Ειδήσεις. 15 Ταινία. 17 Ντοκιμαντέρ. 18.15 Ειδήσεις. 19 Ψυχαγωγία. 20.30 Αθλητικά. 21.30 Ειδήσεις. 22.00 Ταινία.	[369, 728, 543, 789]
taxi-stand-name: Ευζώνων	[188, 1546, 236, 1559]
paragraph: 6.05 Προσευχή. 6.10 Μουσική. 7.00 Ειδήσεις. 8.00 Συναυλία. 9.30 Παιδική εκπομπή. 11.00 Σύγχρονη μουσική. 13.30 Θέατρο. 17.00 Ειδήσεις. 19.00 Τζαζ. 21.00 Συμφωνική μουσική. 23.00 Ειδήσεις.	[188, 1104, 361, 1191]
taxi-phone: 913-500	[319, 1663, 361, 1675]
paragraph: 5.55 Προσευχή. 6.00 Ειδήσεις. 6.05 Πρωινή μουσική. 7.15 Κοινωνικά. 8.00 Ειδήσεις. 8.10 Ελαφρά μουσική. 9.00 Ειδήσεις. 10.00 Μουσικό πρόγραμμα. 11.00 Ειδήσεις. 12.00 Ενημερωτική εκπομπή. 13.00 Ειδήσεις. 14.00 Τραγούδια. 15.00 Ειδήσεις. 16.00 Κλασσική μουσική.	[188, 666, 361, 777]
paragraph: ΤΩΝ ΦΙΛΩΝ ΤΟΥ ΒΟΥΝΟΥ στα Βουνά 6—8 Μαρτίου στην Κόρινθο, Πάτρα, Σαλόνα, Ναύπακτο. ΤΟΥ «ΕΛΛΗΝΙΚΟΥ ΟΡΕΙΒΑΤΙΚΟΥ ΟΜΙΛΟΥ» 6—8 Μαρτίου στα Μετέωρα, Καλαμπάκα, Τρίκαλα. Τηλ. 262-690.	[552, 223, 734, 322]
paragraph: Ο κ. Πέτρος Γούναρης κατέθεσε εις το Γηροκομείον της πόλεως δραχμάς 1.000 εις μνήμην του πατρός του.	[6, 1539, 178, 1587]
subheading: Πραγματεύεται ή λειτουργία της έκθεσεως κοπτικής τέχνης	[941, 447, 1104, 487]
paragraph: Μετά την επιτυχή εμφάνισή τους οι ηλεκτρονικοί μουσικοί δίνουν νέα συναυλία την Κυριακή.	[932, 1260, 1114, 1296]
subheading: Αρραβώνες	[56, 113, 128, 127]
paragraph: Η κεντρική επιτροπή εράνου για την ανέγερση του ιερού ναού του Αγίου Γρηγορίου του Παλαμά ευχαριστεί όλους τους δωρητές.	[740, 1180, 922, 1229]
paragraph: Ο Μπράιαν Ράνκιν δέχθηκε σφαίρα στον κρόταφο, όταν οι δράστες χτύπησαν τον 21χρονο φίλο του που κινείται με δεκανίκια.	[1330, 883, 1526, 932]
taxi-row	[188, 1547, 361, 1561]
paragraph: ΑΘΗΝΑΙ, 23.— Οι Ιταλοί δικαστές ανέβαλαν, κατά πληροφορίες δημοσιογράφων, την έκδοση του φυγοδίκου Ασλανίδη για να ζητηθούν νέες διευκρινίσεις.	[1124, 309, 1320, 370]
paragraph: Αρραβωνιάσθησαν την 21ην Φεβρουαρίου οι αρραβώνες της δεσποινίδος μετά του κυρίου Δημητρίου Σωτ.	[6, 1086, 178, 1135]
subheading: Βολή δίσκου και πολυβόλων	[590, 1703, 697, 1730]
paragraph: Του «ΣΥΛΛΟΓΟΥ ΠΟΝΤΙΩΝ» εις το κέντρον «Θεσσαλονίκη», Σάββατον 9 μ.μ. Του «ΣΥΛΛΟΓΟΥ ΚΡΗΤΩΝ» εις την αίθουσαν «Μακεδονία», Κυριακήν 8 μ.μ. Του «ΦΙΛΟΠΡΟΟΔΟΥ ΟΜΙΛΟΥ» εις το κέντρον «Άστρα», Σάββατον 9.30 μ.μ. Του «ΣΥΛΛΟΓΟΥ ΗΠΕΙΡΩΤΩΝ» εις το κέντρον «Ρίβιερα», Κυριακήν 9 μ.μ.	[369, 2265, 543, 2401]
paragraph: Ο Μπράιαν Ράνκιν δέχθηκε σφαίρα στον κρόταφο, όταν οι δράστες χτύπησαν τον 21χρονο φίλο του που κινείται με δεκανίκια.	[1124, 951, 1320, 1000]
paragraph: Αύριον, στις 8.30 μ.μ., στην αίθουσα του Ιατρικού Συλλόγου θα μιλήσει ο καθηγητής.	[932, 1114, 1114, 1150]
paragraph: ΤΗΣ «ΥΠΑΙΘΡΙΟΥ ΖΩΗΣ» στό κατασφύγιο Χορτιάτη. Τηλέφ. 273-720 και 279-393. ΤΟΥ «ΣΥΛΛΟΓΟΥ ΕΛΛΗΝΩΝ ΟΡΕΙΒΑΤΩΝ» στη Γουδέρα Πηγή. Τηλέφ. 221-716.	[552, 992, 734, 1054]
paragraph: ΝΙΟΥ ΜΠΡΙΤΕΝ, Κονέκτικατ, 23 (Ασσ. Πρές).— Η Εντίθ Νόρθαμ και η Έντα Νόρθαμ Γκάϊνς έγιναν 100 ετών. Αποδίδουν τη μακροζωία τους στο ότι έτρωγαν λαχανικά.	[1330, 1253, 1526, 1314]
photo-headline: Ο ΧΟΡΟΣ ΤΩΝ ΥΠΑΛΛΗΛΩΝ ΟΡΓΑΝΙΣΜΟΥ ΣΙΔΗΡΟΔΡΟΜΩΝ	[779, 63, 1083, 92]
paragraph: Η κεντρική επιτροπή εράνου για την ανέγερση του ιερού ναού του Αγίου Γρηγορίου του Παλαμά ευχαριστεί όλους τους δωρητές.	[740, 958, 922, 1007]
paragraph: Στην αίθουσα του ΑΧΕΠΑ θα γίνει ομιλία με θέμα «Σύγχρονα επιστημονικά επιτεύγματα» την Τρίτη 7 μ.μ.	[740, 803, 922, 852]
taxi-row	[188, 1495, 361, 1509]
taxi-phone: 914-700	[319, 1572, 361, 1585]
radio-column	[188, 463, 361, 2408]
kicker: Γιά νά ζητηθοῦν διευκρινίσεις	[1208, 96, 1442, 114]
taxi-stand-name: Τούμπα	[188, 1650, 227, 1662]
paragraph: Η κυρία Αθηνά Χατσάκου αντί στεφάνου κατέθεσεν εις το Ορφανοτροφείον δραχμάς 700.	[6, 543, 178, 579]
article-col-a	[1124, 309, 1320, 702]
taxi-phone: 523-661	[319, 1520, 361, 1533]
subheading: ΕΛΕΓΕΙΝ ΜΟΡΓΚΑΝ: Η καταγωγή της γυναίκας	[754, 516, 909, 543]
section-mourning-title: Πένθη	[6, 1743, 178, 1783]
taxi-stand-name: Νέα Παραλία	[188, 1611, 258, 1623]
article-columns	[1124, 1185, 1526, 1389]
paragraph: Ο κ. Πέτρος Γούναρης κατέθεσε εις το Γηροκομείον της πόλεως δραχμάς 1.000 εις μνήμην του πατρός του.	[6, 709, 178, 758]
taxi-row	[188, 1521, 361, 1535]
paragraph: Ο Ασλανίδης, κατά τις ίδιες πληροφορίες, ζήτησε πολιτικό άσυλο από την Ιταλία, ισχυριζόμενος ότι διώκεται για πολιτικούς λόγους.	[1330, 603, 1526, 652]
taxi-row	[188, 1534, 361, 1547]
subheading: Βαπτίσεις	[59, 269, 125, 283]
paragraph: Του «ΣΥΛΛΟΓΟΥ ΠΟΝΤΙΩΝ» εις το κέντρον «Θεσσαλονίκη», Σάββατον 9 μ.μ. Του «ΣΥΛΛΟΓΟΥ ΚΡΗΤΩΝ» εις την αίθουσαν «Μακεδονία», Κυριακήν 8 μ.μ. Του «ΦΙΛΟΠΡΟΟΔΟΥ ΟΜΙΛΟΥ» εις το κέντρον «Άστρα», Σάββατον 9.30 μ.μ. Του «ΣΥΛΛΟΓΟΥ ΗΠΕΙΡΩΤΩΝ» εις το κέντρον «Ρίβιερα», Κυριακήν 9 μ.μ.	[369, 980, 543, 1116]
paragraph: Του «ΣΥΛΛΟΓΟΥ ΠΟΝΤΙΩΝ» εις το κέντρον «Θεσσαλονίκη», Σάββατον 9 μ.μ. Του «ΣΥΛΛΟΓΟΥ ΚΡΗΤΩΝ» εις την αίθουσαν «Μακεδονία», Κυριακήν 8 μ.μ. Του «ΦΙΛΟΠΡΟΟΔΟΥ ΟΜΙΛΟΥ» εις το κέντρον «Άστρα», Σάββατον 9.30 μ.μ. Του «ΣΥΛΛΟΓΟΥ ΗΠΕΙΡΩΤΩΝ» εις το κέντρον «Ρίβιερα», Κυριακήν 9 μ.μ.	[369, 1123, 543, 1259]
paragraph: Αύριον, 25 Φεβρουαρίου, εις τον ιερόν ναόν του Αγίου Δημητρίου θα τελεσθή Θεία Λειτουργία.	[6, 1656, 178, 1693]
paragraph: ΤΩΝ ΦΙΛΩΝ ΤΟΥ ΒΟΥΝΟΥ στα Βουνά 6—8 Μαρτίου στην Κόρινθο, Πάτρα, Σαλόνα, Ναύπακτο. ΤΟΥ «ΕΛΛΗΝΙΚΟΥ ΟΡΕΙΒΑΤΙΚΟΥ ΟΜΙΛΟΥ» 6—8 Μαρτίου στα Μετέωρα, Καλαμπάκα, Τρίκαλα. Τηλ. 262-690.	[552, 1060, 734, 1159]
paragraph: Η οικογένεια Δαμιανού ευχαριστεί θερμώς όλους όσοι συμμετέσχον εις το πένθος της.	[6, 1142, 178, 1178]
paragraph: Η οικογένεια Δαμιανού ευχαριστεί θερμώς όλους όσοι συμμετέσχον εις το πένθος της.	[6, 499, 178, 536]
subheadline: Ἀπό τήν μία ἀφαιρέθηκε ἕνας νεφρός, τό 1925 καί οἱ γιατροί τῆς εἶπαν ὅτι δέν θά ζοῦσε πολλά χρόνια	[1125, 1139, 1525, 1176]
paragraph: ΑΘΗΝΑΙ, 23.— Οι Ιταλοί δικαστές ανέβαλαν, κατά πληροφορίες δημοσιογράφων, την έκδοση του φυγοδίκου Ασλανίδη για να ζητηθούν νέες διευκρινίσεις.	[1330, 309, 1526, 370]
taxi-phone-list	[188, 1456, 361, 1677]
paragraph: Του «ΣΥΛΛΟΓΟΥ ΠΟΝΤΙΩΝ» εις το κέντρον «Θεσσαλονίκη», Σάββατον 9 μ.μ. Του «ΣΥΛΛΟΓΟΥ ΚΡΗΤΩΝ» εις την αίθουσαν «Μακεδονία», Κυριακήν 8 μ.μ. Του «ΦΙΛΟΠΡΟΟΔΟΥ ΟΜΙΛΟΥ» εις το κέντρον «Άστρα», Σάββατον 9.30 μ.μ. Του «ΣΥΛΛΟΓΟΥ ΗΠΕΙΡΩΤΩΝ» εις το κέντρον «Ρίβιερα», Κυριακήν 9 μ.μ.	[369, 1408, 543, 1544]
taxi-row	[188, 1599, 361, 1612]
taxi-row	[188, 1625, 361, 1638]
